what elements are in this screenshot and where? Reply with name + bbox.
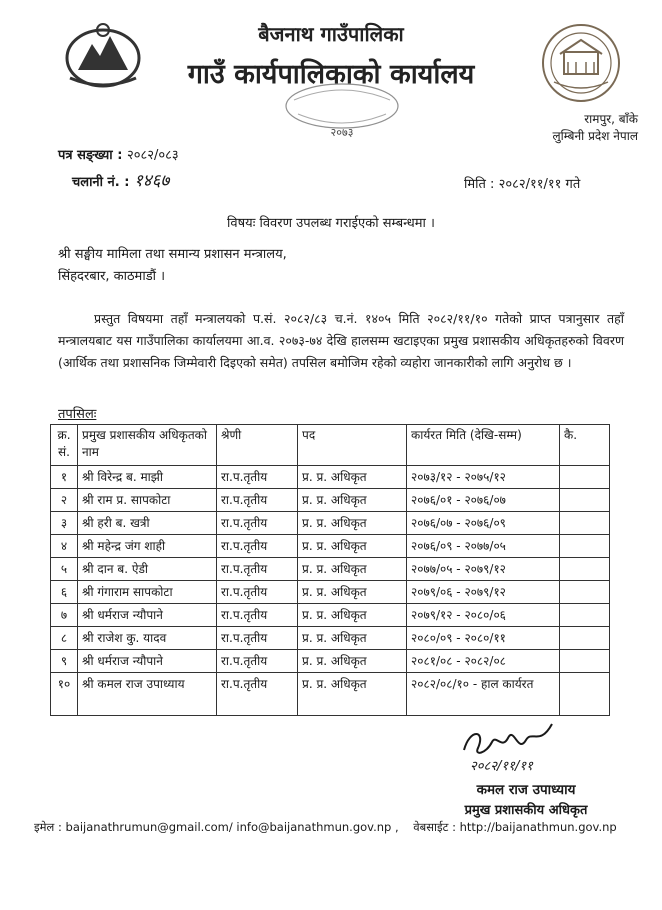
date-label: मिति :: [464, 177, 495, 192]
office-stamp-icon: [272, 80, 412, 138]
date-value: २०८२/११/११ गते: [498, 177, 581, 192]
cell-serial: ५: [51, 558, 78, 581]
footer-contact: [34, 820, 617, 835]
letter-number: [58, 145, 179, 163]
header-post: पद: [298, 425, 407, 466]
cell-grade: रा.प.तृतीय: [217, 581, 298, 604]
table-row: [51, 581, 610, 604]
cell-grade: रा.प.तृतीय: [217, 489, 298, 512]
cell-serial: १०: [51, 673, 78, 716]
cell-grade: रा.प.तृतीय: [217, 466, 298, 489]
cell-period: २०७६/०७ - २०७६/०९: [407, 512, 560, 535]
website-label: वेबसाईट :: [413, 820, 456, 834]
table-row: [51, 558, 610, 581]
cell-serial: ३: [51, 512, 78, 535]
cell-grade: रा.प.तृतीय: [217, 604, 298, 627]
cell-remarks: [560, 650, 610, 673]
table-row: [51, 650, 610, 673]
cell-remarks: [560, 604, 610, 627]
cell-grade: रा.प.तृतीय: [217, 673, 298, 716]
address-line-2: लुम्बिनी प्रदेश नेपाल: [552, 129, 638, 143]
dispatch-number-value: १४६७: [133, 171, 170, 191]
cell-post: प्र. प्र. अधिकृत: [298, 604, 407, 627]
table-row: [51, 627, 610, 650]
cell-serial: १: [51, 466, 78, 489]
cell-post: प्र. प्र. अधिकृत: [298, 535, 407, 558]
cell-name: श्री धर्मराज न्यौपाने: [78, 650, 217, 673]
cell-name: श्री हरी ब. खत्री: [78, 512, 217, 535]
cell-grade: रा.प.तृतीय: [217, 558, 298, 581]
address-line-1: रामपुर, बाँके: [584, 112, 638, 126]
cell-post: प्र. प्र. अधिकृत: [298, 512, 407, 535]
cell-grade: रा.प.तृतीय: [217, 512, 298, 535]
table-row: [51, 512, 610, 535]
table-row: [51, 604, 610, 627]
website-value[interactable]: http://baijanathmun.gov.np: [459, 820, 617, 834]
header-remarks: कै.: [560, 425, 610, 466]
dispatch-number: [72, 168, 169, 191]
cell-remarks: [560, 581, 610, 604]
header-serial: क्र. सं.: [51, 425, 78, 466]
svg-text:२०७३: २०७३: [330, 126, 354, 138]
cell-period: २०८२/०८/१० - हाल कार्यरत: [407, 673, 560, 716]
office-name: गाउँ कार्यपालिकाको कार्यालय: [187, 59, 475, 90]
cell-post: प्र. प्र. अधिकृत: [298, 627, 407, 650]
cell-serial: ६: [51, 581, 78, 604]
cell-name: श्री दान ब. ऐडी: [78, 558, 217, 581]
body-text: प्रस्तुत विषयमा तहाँ मन्त्रालयको प.सं. २०८२/८३ च.नं. १४०५ मिति २०८२/११/१० गतेको प्राप्त पत्रानुसार तहाँ मन्त्रालयबाट यस गाउँपालिका कार्यालयमा आ.व. २०७३-७४ देखि हालसम्म खटाइएका प्रमुख प्रशासकीय अधिकृतहरुको विवरण (आर्थिक तथा प्रशासनिक जिम्मेवारी दिइएको समेत) तपसिल बमोजिम रहेको व्यहोरा जानकारीको लागि अनुरोध छ ।: [58, 311, 624, 370]
officers-table: [50, 424, 610, 716]
email-label: इमेल :: [34, 820, 62, 834]
cell-period: २०७९/०६ - २०७९/१२: [407, 581, 560, 604]
cell-serial: २: [51, 489, 78, 512]
cell-name: श्री गंगाराम सापकोटा: [78, 581, 217, 604]
signature-icon: [456, 720, 566, 776]
cell-name: श्री विरेन्द्र ब. माझी: [78, 466, 217, 489]
cell-period: २०८१/०८ - २०८२/०८: [407, 650, 560, 673]
cell-name: श्री कमल राज उपाध्याय: [78, 673, 217, 716]
cell-post: प्र. प्र. अधिकृत: [298, 558, 407, 581]
cell-name: श्री राम प्र. सापकोटा: [78, 489, 217, 512]
cell-name: श्री महेन्द्र जंग शाही: [78, 535, 217, 558]
cell-remarks: [560, 627, 610, 650]
cell-remarks: [560, 466, 610, 489]
cell-remarks: [560, 535, 610, 558]
header-name: प्रमुख प्रशासकीय अधिकृतको नाम: [78, 425, 217, 466]
dispatch-number-label: चलानी नं. :: [72, 175, 130, 190]
cell-period: २०७७/०५ - २०७९/१२: [407, 558, 560, 581]
letter-number-value: २०८२/०८३: [126, 148, 179, 163]
cell-period: २०७६/०१ - २०७६/०७: [407, 489, 560, 512]
municipality-logo-icon: [540, 22, 622, 104]
cell-grade: रा.प.तृतीय: [217, 650, 298, 673]
body-paragraph: [58, 308, 624, 374]
cell-remarks: [560, 558, 610, 581]
cell-period: २०७९/१२ - २०८०/०६: [407, 604, 560, 627]
recipient-line-1: श्री सङ्घीय मामिला तथा समान्य प्रशासन मन्त्रालय,: [58, 247, 287, 262]
cell-grade: रा.प.तृतीय: [217, 535, 298, 558]
table-header-row: [51, 425, 610, 466]
table-row: [51, 466, 610, 489]
letter-date: [464, 174, 580, 192]
cell-name: श्री धर्मराज न्यौपाने: [78, 604, 217, 627]
header-grade: श्रेणी: [217, 425, 298, 466]
table-label: तपसिलः: [58, 407, 97, 422]
cell-remarks: [560, 512, 610, 535]
cell-post: प्र. प्र. अधिकृत: [298, 673, 407, 716]
signature-date: २०८२/११/११: [470, 759, 533, 774]
table-row: [51, 535, 610, 558]
cell-period: २०८०/०९ - २०८०/११: [407, 627, 560, 650]
email-value[interactable]: baijanathrumun@gmail.com/ info@baijanathmun.gov.np ,: [65, 820, 399, 834]
cell-period: २०७३/१२ - २०७५/१२: [407, 466, 560, 489]
cell-post: प्र. प्र. अधिकृत: [298, 650, 407, 673]
municipality-name: बैजनाथ गाउँपालिका: [258, 22, 404, 46]
cell-grade: रा.प.तृतीय: [217, 627, 298, 650]
cell-post: प्र. प्र. अधिकृत: [298, 466, 407, 489]
signatory-name: कमल राज उपाध्याय: [476, 782, 576, 798]
cell-serial: ७: [51, 604, 78, 627]
cell-post: प्र. प्र. अधिकृत: [298, 489, 407, 512]
cell-serial: ४: [51, 535, 78, 558]
cell-post: प्र. प्र. अधिकृत: [298, 581, 407, 604]
signatory-title: प्रमुख प्रशासकीय अधिकृत: [464, 803, 588, 818]
cell-serial: ९: [51, 650, 78, 673]
table-row: [51, 489, 610, 512]
letter-number-label: पत्र सङ्ख्या :: [58, 148, 123, 163]
header-period: कार्यरत मिति (देखि-सम्म): [407, 425, 560, 466]
cell-remarks: [560, 673, 610, 716]
recipient-line-2: सिंहदरबार, काठमाडौं ।: [58, 269, 166, 284]
cell-serial: ८: [51, 627, 78, 650]
cell-remarks: [560, 489, 610, 512]
subject-line: विषयः विवरण उपलब्ध गराईएको सम्बन्धमा ।: [227, 216, 435, 231]
cell-period: २०७६/०९ - २०७७/०५: [407, 535, 560, 558]
table-row: [51, 673, 610, 716]
cell-name: श्री राजेश कु. यादव: [78, 627, 217, 650]
